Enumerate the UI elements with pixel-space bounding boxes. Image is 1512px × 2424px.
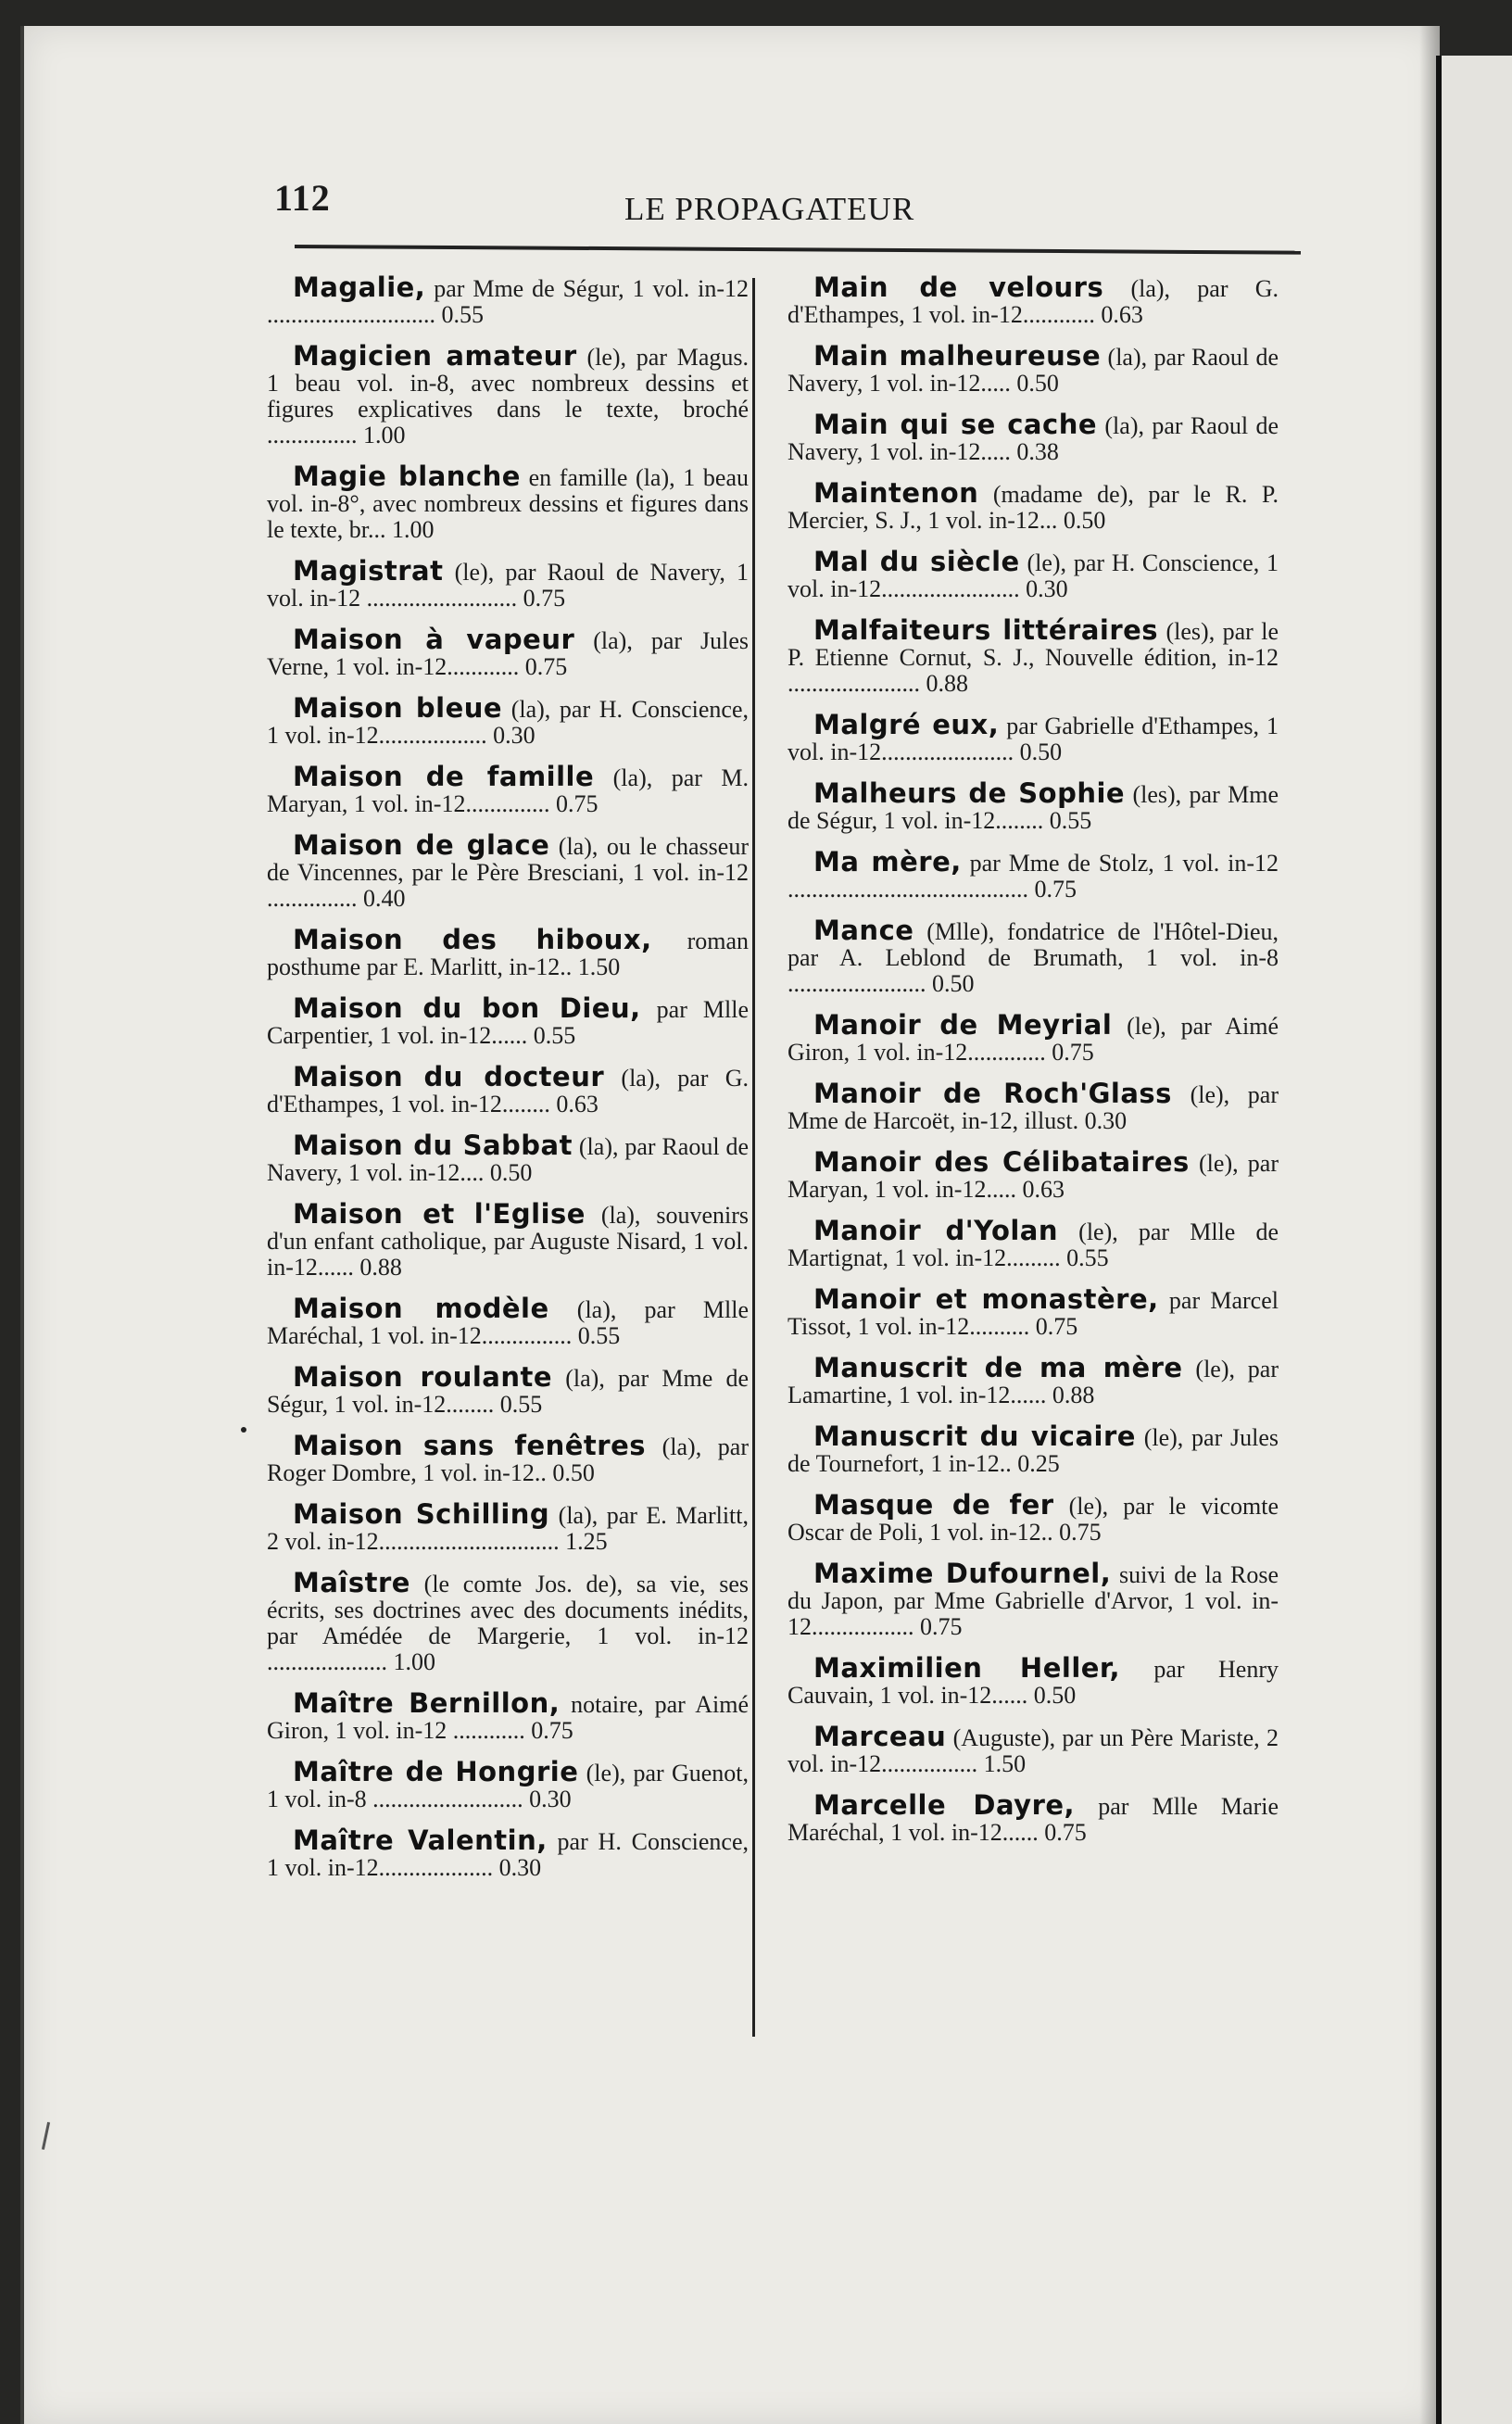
- catalog-entry: [267, 692, 749, 749]
- catalog-entry: [267, 829, 749, 912]
- catalog-entry: [788, 546, 1279, 602]
- entry-title: Manoir d'Yolan: [813, 1215, 1059, 1246]
- entry-title: Manuscrit de ma mère: [813, 1352, 1183, 1383]
- catalog-entry: [788, 1652, 1279, 1709]
- entry-title: Maître Bernillon,: [293, 1687, 561, 1719]
- entry-description: (le), par Lamartine, 1 vol. in-12...... 0.88: [788, 1356, 1279, 1408]
- entry-description: (la), par Roger Dombre, 1 vol. in-12.. 0.50: [267, 1433, 750, 1486]
- catalog-entry: [788, 1009, 1279, 1066]
- catalog-entry: [788, 477, 1279, 534]
- entry-title: Maison roulante: [293, 1361, 553, 1393]
- entry-description: (le), par Aimé Giron, 1 vol. in-12............. 0.75: [788, 1013, 1279, 1066]
- entry-description: (le), par H. Conscience, 1 vol. in-12....................... 0.30: [788, 549, 1279, 602]
- entry-description: (madame de), par le R. P. Mercier, S. J., 1 vol. in-12... 0.50: [788, 481, 1279, 534]
- entry-title: Main malheureuse: [813, 340, 1102, 372]
- entry-title: Mance: [813, 915, 914, 946]
- catalog-entry: [788, 846, 1279, 903]
- catalog-entry: [267, 1567, 749, 1675]
- entry-description: (la), par Jules Verne, 1 vol. in-12............ 0.75: [267, 627, 750, 680]
- entry-title: Maître Valentin,: [293, 1824, 548, 1856]
- right-column: [788, 271, 1279, 1861]
- catalog-entry: [267, 1132, 749, 1186]
- catalog-entry: [788, 614, 1279, 697]
- entry-description: (le), par le vicomte Oscar de Poli, 1 vol. in-12.. 0.75: [788, 1493, 1279, 1546]
- entry-title: Ma mère,: [813, 846, 962, 877]
- entry-description: (le), par Raoul de Navery, 1 vol. in-12 ......................... 0.75: [267, 559, 749, 612]
- entry-description: par Mme de Ségur, 1 vol. in-12 ............................ 0.55: [267, 275, 749, 328]
- entry-title: Maître de Hongrie: [293, 1756, 579, 1787]
- entry-title: Maison du docteur: [293, 1061, 605, 1092]
- entry-description: par H. Conscience, 1 vol. in-12................... 0.30: [267, 1828, 749, 1881]
- entry-description: notaire, par Aimé Giron, 1 vol. in-12 ............ 0.75: [267, 1691, 749, 1744]
- entry-description: par Mlle Marie Maréchal, 1 vol. in-12...... 0.75: [788, 1793, 1279, 1846]
- catalog-entry: [788, 1080, 1279, 1134]
- entry-description: (la), par G. d'Ethampes, 1 vol. in-12........ 0.63: [267, 1065, 749, 1117]
- entry-title: Maison bleue: [293, 692, 503, 724]
- entry-description: par Mme de Stolz, 1 vol. in-12 ........................................ 0.75: [788, 850, 1279, 903]
- entry-description: par Gabrielle d'Ethampes, 1 vol. in-12...................... 0.50: [788, 713, 1279, 765]
- running-title: LE PROPAGATEUR: [624, 191, 915, 227]
- entry-description: (la), par H. Conscience, 1 vol. in-12.................. 0.30: [267, 696, 749, 749]
- catalog-entry: [788, 1789, 1279, 1846]
- entry-description: (la), par E. Marlitt, 2 vol. in-12.............................. 1.25: [267, 1502, 749, 1555]
- entry-description: par Mlle Carpentier, 1 vol. in-12...... 0.55: [267, 996, 749, 1049]
- entry-description: par Henry Cauvain, 1 vol. in-12...... 0.50: [788, 1656, 1279, 1709]
- catalog-entry: [788, 1560, 1279, 1640]
- entry-description: (la), ou le chasseur de Vincennes, par le Père Bresciani, 1 vol. in-12 ............... 0.40: [267, 833, 749, 912]
- catalog-entry: [788, 917, 1279, 997]
- entry-title: Main qui se cache: [813, 409, 1098, 440]
- catalog-entry: [788, 1420, 1279, 1477]
- catalog-entry: [788, 271, 1279, 328]
- entry-title: Marcelle Dayre,: [813, 1789, 1076, 1821]
- entry-title: Malheurs de Sophie: [813, 777, 1126, 809]
- entry-description: (la), par Raoul de Navery, 1 vol. in-12.... 0.50: [267, 1133, 749, 1186]
- entry-title: Maison de famille: [293, 761, 595, 792]
- facing-page-edge: [1436, 56, 1512, 2424]
- entry-description: (la), par Raoul de Navery, 1 vol. in-12..... 0.38: [788, 412, 1279, 465]
- catalog-entry: [267, 271, 749, 328]
- catalog-entry: [267, 1295, 749, 1349]
- entry-title: Maxime Dufournel,: [813, 1558, 1112, 1589]
- entry-description: (la), par M. Maryan, 1 vol. in-12.............. 0.75: [267, 764, 749, 817]
- entry-title: Manuscrit du vicaire: [813, 1420, 1136, 1452]
- entry-description: (le), par Mme de Harcoët, in-12, illust. 0.30: [788, 1081, 1279, 1134]
- catalog-entry: [788, 777, 1279, 834]
- entry-description: (la), souvenirs d'un enfant catholique, par Auguste Nisard, 1 vol. in-12...... 0.88: [267, 1202, 749, 1281]
- entry-title: Maintenon: [813, 477, 979, 509]
- entry-description: (la), par Mme de Ségur, 1 vol. in-12........ 0.55: [267, 1365, 749, 1418]
- catalog-entry: [267, 992, 749, 1049]
- entry-description: en famille (la), 1 beau vol. in-8°, avec nombreux dessins et figures dans le texte, br... 1.00: [267, 464, 749, 543]
- entry-title: Main de velours: [813, 271, 1104, 303]
- entry-description: roman posthume par E. Marlitt, in-12.. 1.50: [267, 928, 749, 980]
- entry-description: (la), par Mlle Maréchal, 1 vol. in-12............... 0.55: [267, 1296, 749, 1349]
- catalog-entry: [267, 1361, 749, 1418]
- entry-description: (les), par le P. Etienne Cornut, S. J., Nouvelle édition, in-12 ...................... 0.88: [788, 618, 1279, 697]
- page-header: [263, 169, 1301, 234]
- entry-description: (les), par Mme de Ségur, 1 vol. in-12........ 0.55: [788, 781, 1279, 834]
- entry-title: Masque de fer: [813, 1489, 1054, 1521]
- catalog-entry: [267, 1198, 749, 1281]
- catalog-entry: [788, 411, 1279, 465]
- entry-description: (Auguste), par un Père Mariste, 2 vol. in-12................ 1.50: [788, 1724, 1279, 1777]
- entry-title: Manoir de Meyrial: [813, 1009, 1113, 1041]
- entry-title: Manoir et monastère,: [813, 1283, 1159, 1315]
- catalog-entry: [788, 1352, 1279, 1408]
- entry-title: Maison modèle: [293, 1293, 549, 1324]
- catalog-entry: [267, 1824, 749, 1881]
- catalog-entry: [267, 1430, 750, 1486]
- entry-title: Maison à vapeur: [293, 624, 575, 655]
- entry-title: Magie blanche: [293, 461, 521, 492]
- entry-title: Magistrat: [293, 555, 444, 587]
- catalog-entry: [267, 463, 749, 543]
- page-number: 112: [274, 177, 331, 219]
- entry-title: Maison des hiboux,: [293, 924, 652, 955]
- entry-description: (le), par Jules de Tournefort, 1 in-12.. 0.25: [788, 1424, 1279, 1477]
- entry-title: Marceau: [813, 1721, 947, 1752]
- entry-description: (la), par Raoul de Navery, 1 vol. in-12..... 0.50: [788, 344, 1279, 397]
- entry-description: (le), par Guenot, 1 vol. in-8 ......................... 0.30: [267, 1760, 749, 1812]
- column-divider: [752, 278, 755, 2037]
- catalog-entry: [788, 340, 1279, 397]
- catalog-entry: [267, 1756, 749, 1812]
- entry-title: Malgré eux,: [813, 709, 1000, 740]
- entry-description: (Mlle), fondatrice de l'Hôtel-Dieu, par A. Leblond de Brumath, 1 vol. in-8 ....................... 0.50: [788, 918, 1279, 997]
- catalog-entry: [267, 340, 749, 448]
- catalog-entry: [788, 1723, 1279, 1777]
- entry-description: (le comte Jos. de), sa vie, ses écrits, ses doctrines avec des documents inédits, par Amédée de Margerie, 1 vol. in-12 .................... 1.00: [267, 1571, 749, 1675]
- entry-description: (la), par G. d'Ethampes, 1 vol. in-12............ 0.63: [788, 275, 1279, 328]
- entry-description: (le), par Maryan, 1 vol. in-12..... 0.63: [788, 1150, 1279, 1203]
- catalog-entry: [267, 1061, 749, 1117]
- entry-title: Manoir des Célibataires: [813, 1146, 1190, 1178]
- entry-description: (le), par Magus. 1 beau vol. in-8, avec nombreux dessins et figures explicatives dans le texte, broché ............... 1.00: [267, 344, 749, 448]
- catalog-entry: [788, 1283, 1279, 1340]
- entry-description: (le), par Mlle de Martignat, 1 vol. in-12......... 0.55: [788, 1218, 1279, 1271]
- catalog-entry: [267, 924, 749, 980]
- entry-title: Mal du siècle: [813, 546, 1020, 577]
- catalog-entry: [788, 1215, 1279, 1271]
- entry-title: Maison et l'Eglise: [293, 1198, 586, 1230]
- entry-title: Magicien amateur: [293, 340, 577, 372]
- entry-title: Maison Schilling: [293, 1498, 550, 1530]
- entry-title: Maison sans fenêtres: [293, 1430, 647, 1461]
- entry-title: Maison du Sabbat: [293, 1130, 573, 1161]
- margin-dot: [241, 1427, 246, 1433]
- left-column: [267, 271, 750, 1896]
- catalog-entry: [267, 555, 749, 612]
- entry-title: Magalie,: [293, 271, 426, 303]
- catalog-entry: [788, 1146, 1279, 1203]
- entry-title: Maîstre: [293, 1567, 410, 1598]
- catalog-entry: [788, 1489, 1279, 1546]
- entry-title: Maison du bon Dieu,: [293, 992, 641, 1024]
- catalog-entry: [267, 626, 749, 680]
- catalog-entry: [788, 709, 1279, 765]
- entry-title: Maximilien Heller,: [813, 1652, 1120, 1684]
- entry-title: Manoir de Roch'Glass: [813, 1078, 1172, 1109]
- entry-description: suivi de la Rose du Japon, par Mme Gabrielle d'Arvor, 1 vol. in-12................. 0.75: [788, 1561, 1279, 1640]
- catalog-entry: [267, 761, 749, 817]
- entry-title: Maison de glace: [293, 829, 550, 861]
- entry-description: par Marcel Tissot, 1 vol. in-12.......... 0.75: [788, 1287, 1279, 1340]
- catalog-entry: [267, 1498, 749, 1555]
- entry-title: Malfaiteurs littéraires: [813, 614, 1159, 646]
- catalog-entry: [267, 1687, 749, 1744]
